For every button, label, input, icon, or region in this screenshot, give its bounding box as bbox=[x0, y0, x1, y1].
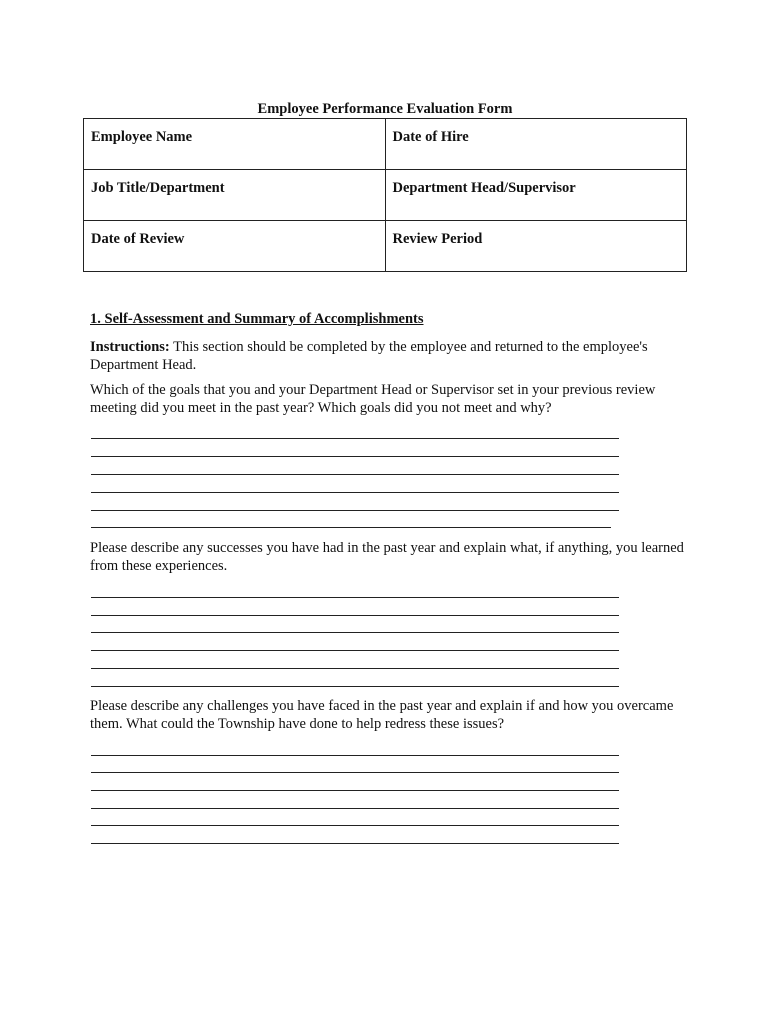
question-successes: Please describe any successes you have had in the past year and explain what, if anything, you learned from these experiences. bbox=[90, 540, 684, 574]
answer-line[interactable] bbox=[91, 456, 619, 457]
date-of-review-field[interactable]: Date of Review bbox=[84, 221, 386, 272]
answer-line[interactable] bbox=[91, 825, 619, 826]
answer-line[interactable] bbox=[91, 492, 619, 493]
answer-line[interactable] bbox=[91, 790, 619, 791]
answer-line[interactable] bbox=[91, 772, 619, 773]
answer-line[interactable] bbox=[91, 597, 619, 598]
instructions-paragraph bbox=[90, 338, 690, 374]
answer-line[interactable] bbox=[91, 527, 611, 528]
question-goals: Which of the goals that you and your Department Head or Supervisor set in your previous review meeting did you meet in the past year? Which goals did you not meet and why? bbox=[90, 382, 656, 416]
answer-line[interactable] bbox=[91, 474, 619, 475]
employee-name-field[interactable]: Employee Name bbox=[84, 119, 386, 170]
answer-line[interactable] bbox=[91, 843, 619, 844]
review-period-field[interactable]: Review Period bbox=[385, 221, 687, 272]
date-of-hire-field[interactable]: Date of Hire bbox=[385, 119, 687, 170]
section-heading: 1. Self-Assessment and Summary of Accomplishments bbox=[90, 311, 424, 327]
form-title: Employee Performance Evaluation Form bbox=[257, 101, 513, 117]
instructions-label: Instructions: bbox=[90, 339, 170, 355]
answer-line[interactable] bbox=[91, 615, 619, 616]
employee-info-table bbox=[83, 118, 687, 272]
job-title-department-field[interactable]: Job Title/Department bbox=[84, 170, 386, 221]
instructions-text: This section should be completed by the employee and returned to the employee's Department Head. bbox=[90, 339, 648, 373]
answer-line[interactable] bbox=[91, 668, 619, 669]
answer-line[interactable] bbox=[91, 755, 619, 756]
answer-line[interactable] bbox=[91, 650, 619, 651]
department-head-supervisor-field[interactable]: Department Head/Supervisor bbox=[385, 170, 687, 221]
answer-line[interactable] bbox=[91, 510, 619, 511]
question-challenges: Please describe any challenges you have faced in the past year and explain if and how you overcame them. What could the Township have done to help redress these issues? bbox=[90, 698, 674, 732]
answer-line[interactable] bbox=[91, 686, 619, 687]
answer-line[interactable] bbox=[91, 438, 619, 439]
answer-line[interactable] bbox=[91, 808, 619, 809]
answer-line[interactable] bbox=[91, 632, 619, 633]
